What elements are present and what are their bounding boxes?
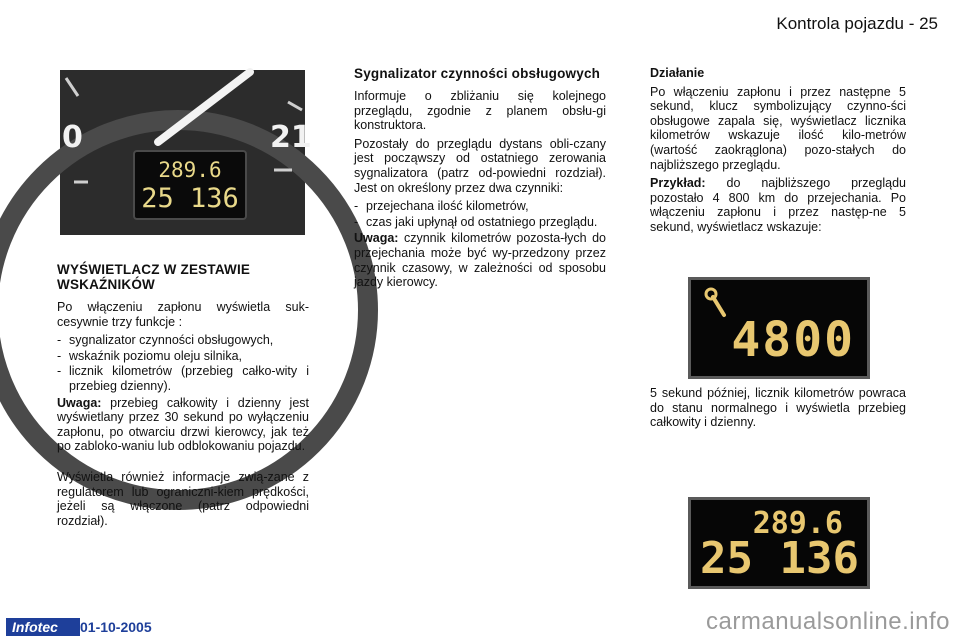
cluster-lcd-display — [133, 150, 247, 220]
wrench-icon — [705, 288, 727, 318]
note-label: Uwaga: — [57, 395, 102, 410]
section-heading-service: Sygnalizator czynności obsługowych — [354, 66, 601, 81]
cluster-lcd-trip: 289.6 — [158, 158, 222, 182]
note-text: czynnik kilometrów pozosta-łych do przejechania może być wy-przedzony przez czynnik czasowy, w zależności od sposobu jazdy kierowcy. — [354, 231, 606, 290]
lcd-service-display — [688, 277, 870, 379]
list-item: - wskaźnik poziomu oleju silnika, — [57, 349, 309, 364]
operation-example — [650, 176, 906, 234]
lcd-trip-value: 289.6 — [752, 506, 843, 541]
section-heading-operation: Działanie — [650, 66, 705, 80]
display-extra-info: Wyświetla również informacje zwią-zane z regulatorem lub ograniczni-kiem prędkości, jeżeli są włączone (patrz odpowiedni rozdział). — [57, 469, 309, 528]
service-note — [354, 231, 606, 289]
operation-paragraph-2: 5 sekund później, licznik kilometrów powraca do stanu normalnego i wyświetla przebieg całkowity i dzienny. — [650, 386, 906, 430]
example-text: do najbliższego przeglądu pozostało 4 800 km do przejechania. Po włączeniu zapłonu i przez następ-ne 5 sekund, wyświetlacz wskazuje: — [650, 176, 906, 234]
service-paragraph-2: Pozostały do przeglądu dystans obli-czany jest począwszy od ostatniego zerowania sygnalizatora (patrz od-powiedni rozdział). Jest on określony przez dwa czynniki: — [354, 136, 606, 195]
lcd-odometer-value: 25 136 — [700, 533, 859, 584]
column-operation — [650, 66, 906, 239]
note-text: przebieg całkowity i dzienny jest wyświetlany przez 30 sekund po wyłączeniu zapłonu, po otwarciu drzwi kierowcy, jak też po zabloko-waniu lub odblokowaniu pojazdu. — [57, 395, 309, 454]
list-item: - sygnalizator czynności obsługowych, — [57, 333, 309, 348]
display-intro: Po włączeniu zapłonu wyświetla suk-cesywnie trzy funkcje : — [57, 300, 309, 329]
infotec-logo: Infotec — [6, 618, 80, 636]
cluster-scale-left: 0 — [62, 120, 83, 155]
footer-date: 01-10-2005 — [80, 619, 152, 635]
service-factors-list — [354, 199, 606, 229]
watermark: carmanualsonline.info — [706, 608, 950, 635]
lcd-odometer-display — [688, 497, 870, 589]
column-service-indicator — [354, 66, 606, 294]
display-note — [57, 396, 309, 454]
section-heading-display: WYŚWIETLACZ W ZESTAWIE WSKAŹNIKÓW — [57, 262, 251, 292]
note-label: Uwaga: — [354, 231, 399, 246]
example-label: Przykład: — [650, 176, 706, 191]
lcd-remaining-km: 4800 — [731, 312, 855, 368]
page-title: Kontrola pojazdu - 25 — [776, 14, 938, 33]
service-paragraph-1: Informuje o zbliżaniu się kolejnego przeglądu, zgodnie z planem obsłu-gi konstruktora. — [354, 89, 606, 133]
list-item: - czas jaki upłynął od ostatniego przeglądu. — [354, 215, 606, 230]
instrument-cluster-image — [60, 70, 312, 235]
operation-paragraph-1: Po włączeniu zapłonu i przez następne 5 sekund, klucz symbolizujący czynno-ści obsługowe zapala się, wyświetlacz licznika kilometrów wskazuje ilość kilo-metrów (wartość zaokrąglona) pozo-stałych do najbliższego przeglądu. — [650, 84, 906, 172]
column-operation-continued — [650, 386, 906, 434]
list-item: - licznik kilometrów (przebieg całko-wity i przebieg dzienny). — [57, 364, 309, 393]
column-display-section — [57, 262, 309, 532]
cluster-scale-right: 21 — [270, 120, 312, 155]
display-functions-list — [57, 333, 309, 393]
list-item: - przejechana ilość kilometrów, — [354, 199, 606, 214]
cluster-lcd-odometer: 25 136 — [141, 183, 239, 214]
